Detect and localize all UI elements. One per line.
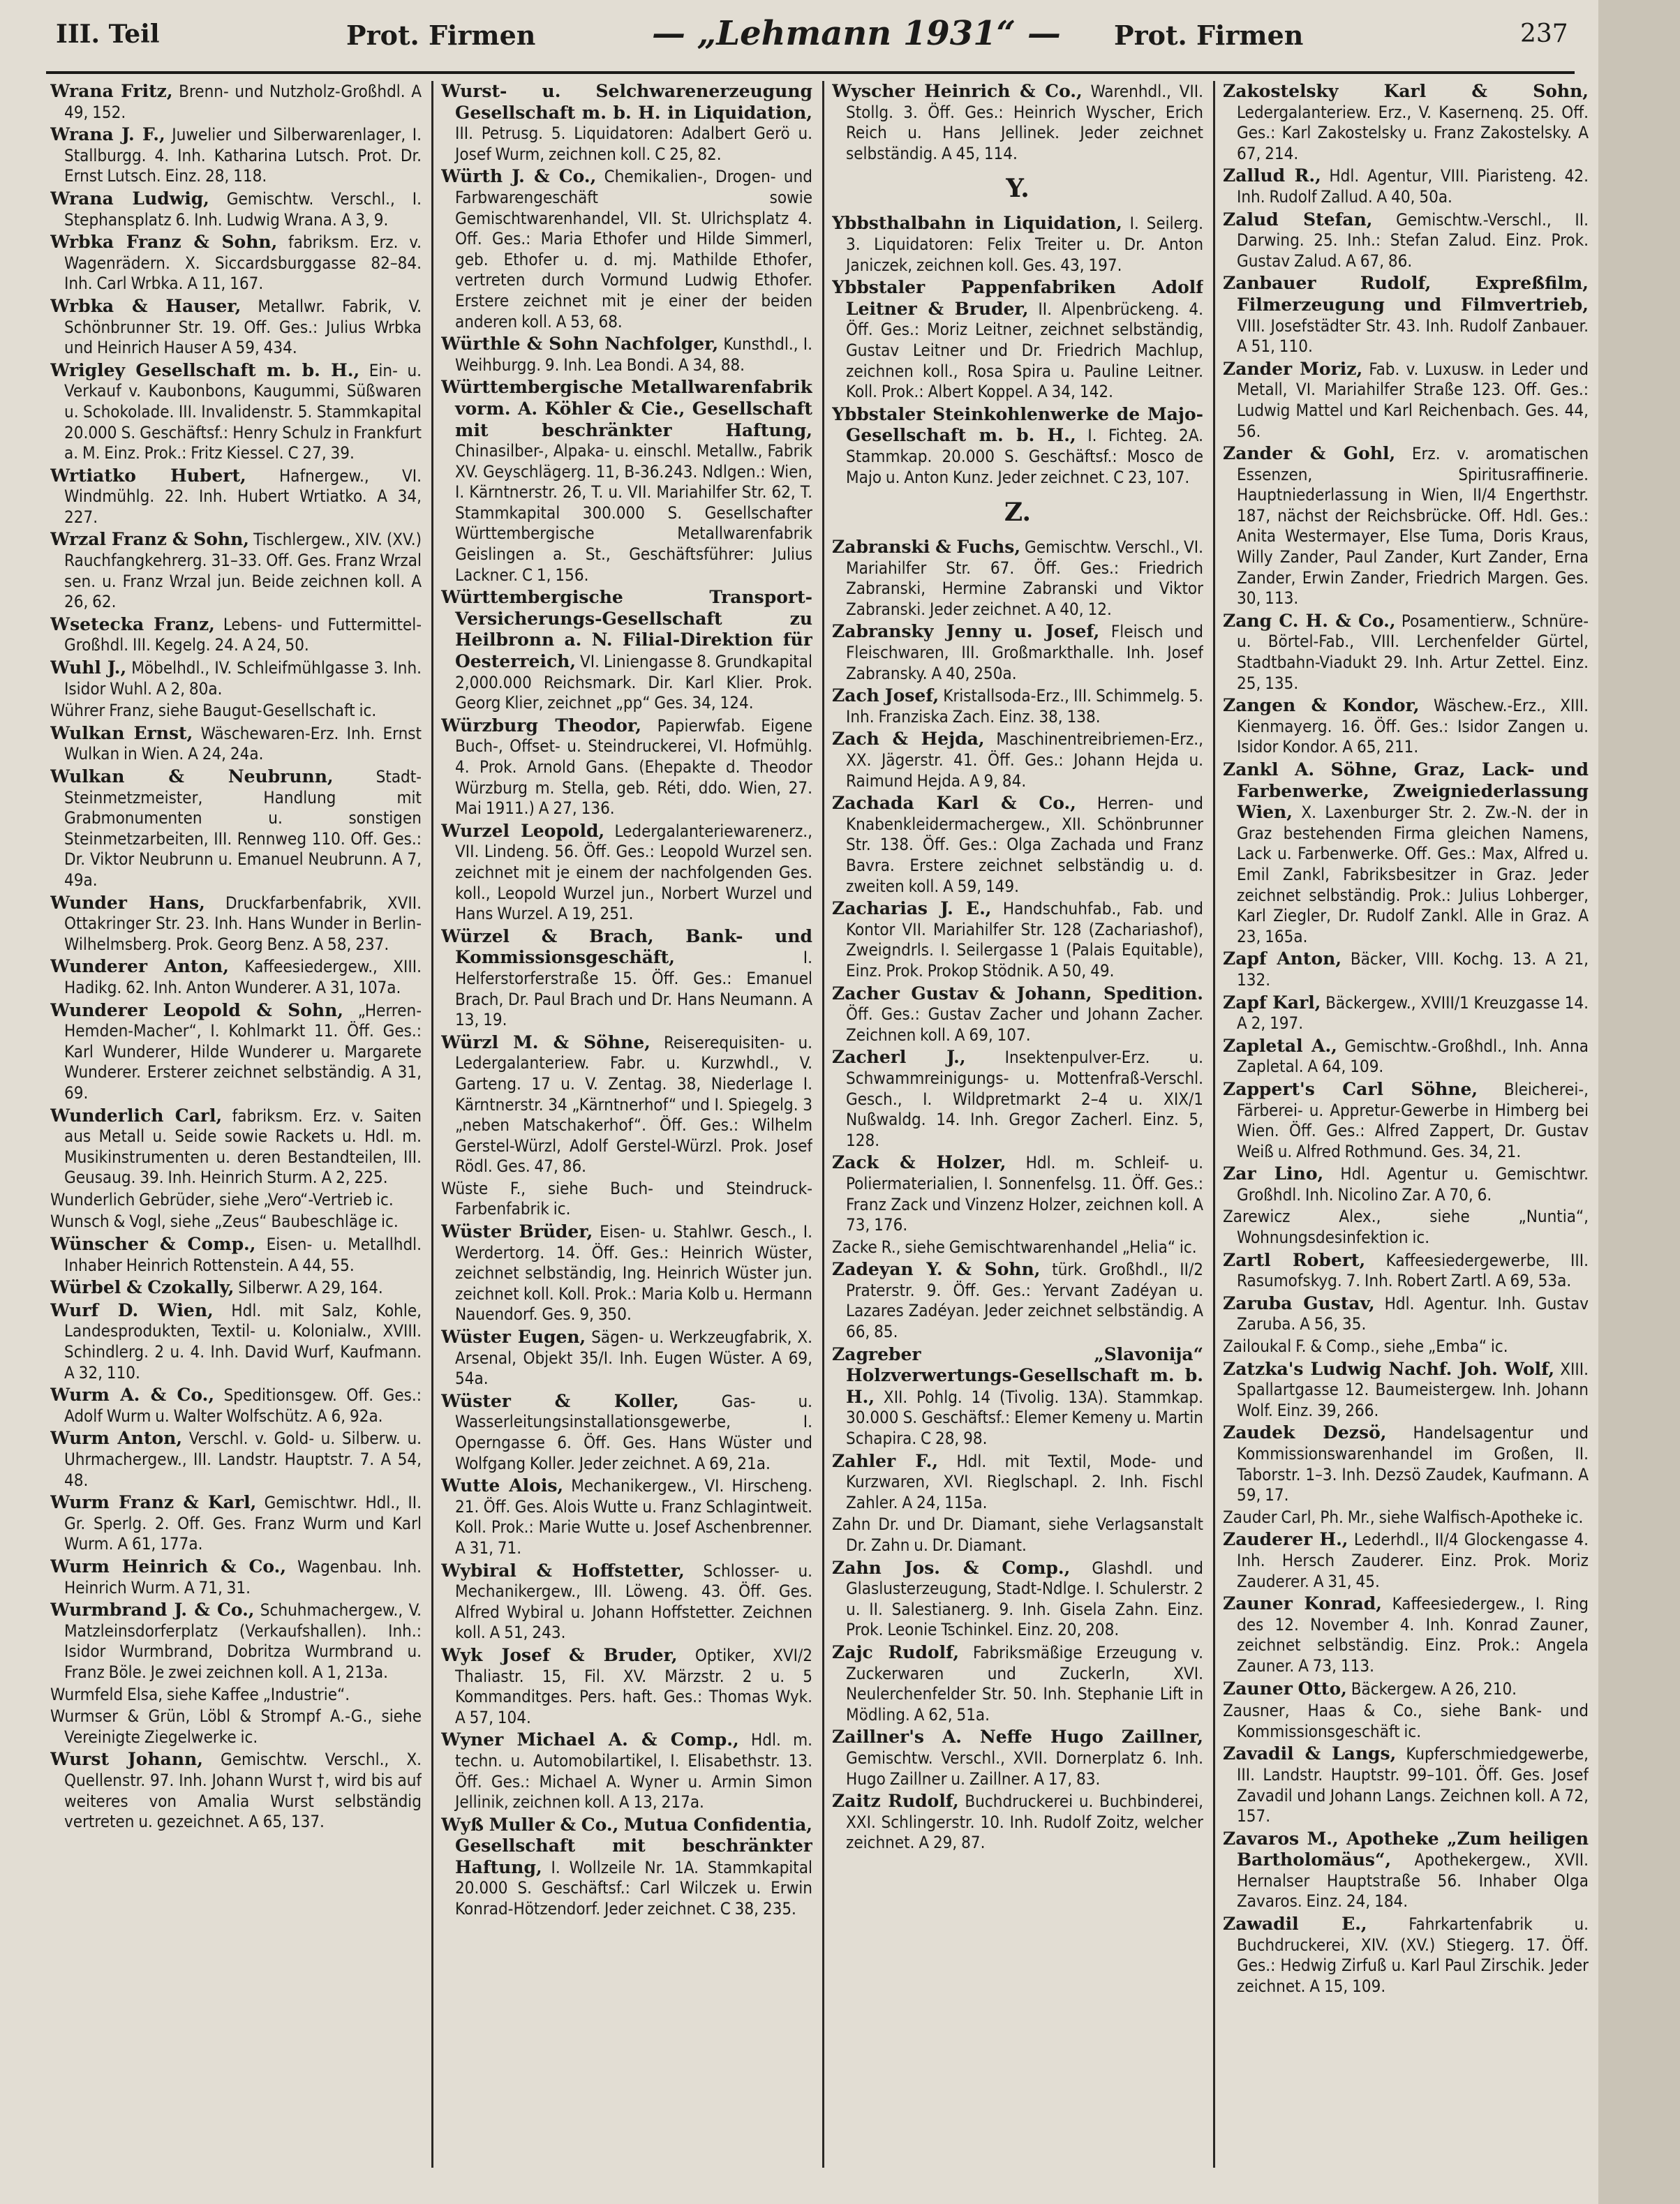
directory-entry (832, 1047, 1203, 1151)
entry-text: Fabriksmäßige Erzeugung v. Zuckerwaren und Zuckerln, XVI. Neulerchenfelder Str. 50. Inh. Stephanie Lift in Mödling. A 62, 51a. (846, 1642, 1203, 1725)
entry-text: VI. Liniengasse 8. Grundkapital 2,000.000 Reichsmark. Dir. Karl Klier. Prok. Georg Klier, zeichnet „pp“ Ges. 34, 124. (455, 652, 812, 713)
entry-text: Gemischtw. Verschl., I. Stephansplatz 6. Inh. Ludwig Wrana. A 3, 9. (64, 188, 422, 230)
firm-name: Würzel & Brach, Bank- und Kommissionsgeschäft, (441, 925, 812, 968)
entry-text: Schuhmachergew., V. Matzleinsdorferplatz (Verkaufshallen). Inh.: Isidor Wurmbrand, Dobritza Wurmbrand u. Franz Böle. Je zwei zeichnen koll. A 1, 213a. (64, 1600, 422, 1682)
entry-text: Wurmfeld Elsa, siehe Kaffee „Industrie“. (50, 1684, 350, 1704)
firm-name: Wrana J. F., (50, 124, 165, 145)
firm-name: Zach & Hejda, (832, 729, 985, 750)
directory-entry (832, 1344, 1203, 1450)
firm-name: Wyner Michael A. & Comp., (441, 1729, 739, 1750)
entry-text: II. Alpenbrückeng. 4. Öff. Ges.: Moriz Leitner, zeichnet selbständig, Gustav Leitner und Dr. Friedrich Machlup, zeichnen koll., Rosa Spira u. Pauline Leitner. Koll. Prok.: Albert Koppel. A 34, 142. (846, 299, 1203, 402)
entry-text: Zarewicz Alex., siehe „Nuntia“, Wohnungsdesinfektion ic. (1223, 1207, 1589, 1248)
firm-name: Würzl M. & Söhne, (441, 1032, 651, 1052)
entry-text: Mechanikergew., VI. Hirscheng. 21. Öff. Ges. Alois Wutte u. Franz Schlagintweit. Koll. Prok.: Marie Wutte u. Josef Aschenbrenner. A 31, 71. (455, 1476, 812, 1558)
entry-text: Verschl. v. Gold- u. Silberw. u. Uhrmachergew., III. Landstr. Hauptstr. 7. A 54, 48. (64, 1429, 422, 1490)
firm-name: Wurzel Leopold, (441, 820, 605, 841)
entry-text: Gemischtw.-Großhdl., Inh. Anna Zapletal. A 64, 109. (1237, 1036, 1589, 1077)
firm-name: Wrtiatko Hubert, (50, 465, 246, 486)
column-4 (1223, 81, 1589, 2175)
directory-entry (1223, 695, 1589, 758)
column-divider (822, 81, 824, 2168)
firm-name: Zahn Jos. & Comp., (832, 1557, 1071, 1578)
directory-entry (1223, 992, 1589, 1034)
firm-name: Zaillner's A. Neffe Hugo Zaillner, (832, 1727, 1203, 1748)
entry-text: Brenn- und Nutzholz-Großhdl. A 49, 152. (64, 82, 422, 122)
directory-entry (441, 587, 812, 714)
firm-name: Zallud R., (1223, 165, 1321, 186)
firm-name: Zakostelsky Karl & Sohn, (1223, 81, 1589, 101)
directory-entry (50, 81, 422, 123)
entry-text: XII. Pohlg. 14 (Tivolig. 13A). Stammkap. 30.000 S. Geschäftsf.: Elemer Kemeny u. Martin Schapira. C 28, 98. (846, 1387, 1203, 1449)
directory-entry (832, 898, 1203, 981)
firm-name: Zach Josef, (832, 685, 939, 706)
firm-name: Ybbsthalbahn in Liquidation, (832, 213, 1122, 234)
directory-entry (441, 1221, 812, 1325)
directory-entry (50, 766, 422, 891)
directory-entry (832, 277, 1203, 403)
entry-text: Hafnergew., VI. Windmühlg. 22. Inh. Hubert Wrtiatko. A 34, 227. (64, 466, 422, 527)
column-divider (1213, 81, 1215, 2168)
directory-entry (50, 1749, 422, 1832)
entry-text: III. Petrusg. 5. Liquidatoren: Adalbert Gerö u. Josef Wurm, zeichnen koll. C 25, 82. (455, 124, 812, 164)
directory-entry (50, 1300, 422, 1383)
directory-entry (1223, 1293, 1589, 1335)
entry-text: Bleicherei-, Färberei- u. Appretur-Gewerbe in Himberg bei Wien. Öff. Ges.: Alfred Zappert, Dr. Gustav Weiß u. Alfred Rothmund. Ges. 34, 21. (1237, 1079, 1589, 1161)
entry-text: Wunsch & Vogl, siehe „Zeus“ Baubeschläge ic. (50, 1212, 399, 1232)
firm-name: Zaruba Gustav, (1223, 1293, 1375, 1313)
entry-text: Glashdl. und Glaslusterzeugung, Stadt-Ndlge. I. Schulerstr. 2 u. II. Salestianerg. 9. Inh. Gisela Zahn. Einz. Prok. Leonie Tschinkel. Einz. 20, 208. (846, 1558, 1203, 1640)
entry-text: Bäcker, VIII. Kochg. 13. A 21, 132. (1237, 949, 1589, 990)
directory-entry (1223, 1036, 1589, 1078)
firm-name: Zanbauer Rudolf, Expreßfilm, Filmerzeugung und Filmvertrieb, (1223, 273, 1589, 315)
entry-text: I. Helferstorferstraße 15. Öff. Ges.: Emanuel Brach, Dr. Paul Brach und Dr. Hans Neumann. A 13, 19. (455, 948, 812, 1030)
directory-entry (1223, 443, 1589, 609)
firm-name: Ybbstaler Pappenfabriken Adolf Leitner & Bruder, (832, 277, 1203, 319)
entry-text: Handschuhfab., Fab. und Kontor VII. Mariahilfer Str. 128 (Zachariashof), Zweigndrls. I. Seilergasse 1 (Palais Equitable), Einz. Prok. Prokop Stödnik. A 50, 49. (846, 899, 1203, 981)
firm-name: Wurm A. & Co., (50, 1385, 215, 1406)
column-divider (431, 81, 433, 2168)
directory-entry (50, 1685, 422, 1706)
entry-text: Wunderlich Gebrüder, siehe „Vero“-Vertrieb ic. (50, 1189, 394, 1209)
directory-entry (1223, 209, 1589, 272)
directory-entry (1223, 1336, 1589, 1357)
directory-entry (1223, 1743, 1589, 1826)
firm-name: Zang C. H. & Co., (1223, 610, 1396, 631)
directory-entry (441, 377, 812, 586)
header-rule (46, 71, 1575, 74)
entry-text: Metallwr. Fabrik, V. Schönbrunner Str. 19. Off. Ges.: Julius Wrbka und Heinrich Hauser A 59, 434. (64, 296, 422, 358)
firm-name: Wyß Muller & Co., Mutua Confidentia, Gesellschaft mit beschränkter Haftung, (441, 1814, 812, 1877)
firm-name: Würbel & Czokally, (50, 1277, 235, 1298)
firm-name: Wrbka Franz & Sohn, (50, 232, 278, 253)
entry-text: türk. Großhdl., II/2 Praterstr. 9. Öff. Ges.: Yervant Zadéyan u. Lazares Zadéyan. Jeder zeichnet selbständig. A 66, 85. (846, 1260, 1203, 1342)
directory-entry (441, 1561, 812, 1644)
firm-name: Würth J. & Co., (441, 166, 597, 187)
entry-text: Zauder Carl, Ph. Mr., siehe Walfisch-Apotheke ic. (1223, 1507, 1584, 1527)
directory-entry (50, 1000, 422, 1104)
entry-text: Juwelier und Silberwarenlager, I. Stallburgg. 4. Inh. Katharina Lutsch. Prot. Dr. Ernst Lutsch. Einz. 28, 118. (64, 125, 422, 186)
directory-entry (1223, 1250, 1589, 1292)
entry-text: Gemischtw. Verschl., VI. Mariahilfer Str. 67. Öff. Ges.: Friedrich Zabranski, Hermine Zabranski und Viktor Zabranski. Jeder zeichnet. A 40, 12. (846, 537, 1203, 619)
entry-text: Kaffeesiedergew., XIII. Hadikg. 62. Inh. Anton Wunderer. A 31, 107a. (64, 957, 422, 997)
directory-entry (50, 723, 422, 765)
entry-text: Sägen- u. Werkzeugfabrik, X. Arsenal, Objekt 35/I. Inh. Eugen Wüster. A 69, 54a. (455, 1327, 812, 1389)
entry-text: „Herren-Hemden-Macher“, I. Kohlmarkt 11. Öff. Ges.: Karl Wunderer, Hilde Wunderer u. Margarete Wunderer. Ersterer zeichnet selbständig. A 31, 69. (64, 1000, 422, 1103)
entry-text: I. Fichteg. 2A. Stammkap. 20.000 S. Geschäftsf.: Mosco de Majo u. Anton Kunz. Jeder zeichnet. C 23, 107. (846, 426, 1203, 487)
firm-name: Wurmbrand J. & Co., (50, 1600, 255, 1621)
firm-name: Württembergische Metallwarenfabrik vorm. A. Köhler & Cie., Gesellschaft mit beschränkter Haftung, (441, 377, 812, 440)
directory-entry (1223, 1507, 1589, 1528)
directory-entry (50, 529, 422, 612)
entry-text: I. Seilerg. 3. Liquidatoren: Felix Treiter u. Dr. Anton Janiczek, zeichnen koll. Ges. 43, 197. (846, 214, 1203, 275)
firm-name: Wrzal Franz & Sohn, (50, 529, 249, 550)
directory-entry (832, 1152, 1203, 1235)
directory-entry (1223, 165, 1589, 207)
directory-entry (832, 1558, 1203, 1641)
firm-name: Wurst Johann, (50, 1749, 203, 1770)
firm-name: Zavaros M., Apotheke „Zum heiligen Bartholomäus“, (1223, 1828, 1589, 1870)
directory-entry (441, 1475, 812, 1558)
directory-entry (50, 1385, 422, 1427)
entry-text: fabriksm. Erz. v. Saiten aus Metall u. Seide sowie Rackets u. Hdl. m. Musikinstrumenten u. deren Bestandteilen, III. Geusaug. 39. Inh. Heinrich Sturm. A 2, 225. (64, 1105, 422, 1188)
firm-name: Zapf Anton, (1223, 948, 1342, 969)
directory-entry (832, 404, 1203, 488)
firm-name: Wrana Ludwig, (50, 188, 209, 209)
directory-entry (832, 1727, 1203, 1789)
entry-text: Öff. Ges.: Gustav Zacher und Johann Zacher. Zeichnen koll. A 69, 107. (846, 1004, 1203, 1045)
running-head-left: Prot. Firmen (346, 20, 536, 51)
section-letter: Z. (1004, 498, 1032, 528)
firm-name: Wurst- u. Selchwarenerzeugung Gesellschaft m. b. H. in Liquidation, (441, 81, 812, 123)
entry-text: Bäckergew., XVIII/1 Kreuzgasse 14. A 2, 197. (1237, 992, 1589, 1034)
directory-entry (50, 657, 422, 699)
page-header (46, 14, 1575, 64)
firm-name: Zajc Rudolf, (832, 1641, 960, 1662)
directory-entry (1223, 81, 1589, 164)
entry-text: Hdl. Agentur u. Gemischtwr. Großhdl. Inh. Nicolino Zar. A 70, 6. (1237, 1164, 1589, 1205)
directory-entry (50, 1492, 422, 1555)
column-3 (832, 81, 1203, 2175)
directory-entry (832, 537, 1203, 620)
firm-name: Zartl Robert, (1223, 1249, 1366, 1270)
entry-text: Optiker, XVI/2 Thaliastr. 15, Fil. XV. Märzstr. 2 u. 5 Kommanditges. Pers. haft. Ges.: Thomas Wyk. A 57, 104. (455, 1645, 812, 1727)
directory-entry (50, 1428, 422, 1491)
directory-entry (832, 1514, 1203, 1556)
firm-name: Zauner Konrad, (1223, 1593, 1382, 1614)
entry-text: Bäckergew. A 26, 210. (1351, 1678, 1517, 1699)
entry-text: Ledergalanteriew. Erz., V. Kasernenq. 25. Off. Ges.: Karl Zakostelsky u. Franz Zakostelsky. A 67, 214. (1237, 102, 1589, 163)
directory-entry (1223, 948, 1589, 990)
directory-entry (50, 124, 422, 187)
firm-name: Zagreber „Slavonija“ Holzverwertungs-Gesellschaft m. b. H., (832, 1343, 1203, 1407)
firm-name: Zankl A. Söhne, Graz, Lack- und Farbenwerke, Zweigniederlassung Wien, (1223, 759, 1589, 823)
entry-text: Apothekergew., XVII. Hernalser Hauptstraße 56. Inhaber Olga Zavaros. Einz. 24, 184. (1237, 1850, 1589, 1912)
directory-entry (50, 701, 422, 722)
firm-name: Zachada Karl & Co., (832, 793, 1076, 814)
directory-entry (441, 1729, 812, 1812)
entry-text: Zailoukal F. & Comp., siehe „Emba“ ic. (1223, 1336, 1508, 1357)
entry-text: Kunsthdl., I. Weihburgg. 9. Inh. Lea Bondi. A 34, 88. (455, 334, 812, 375)
directory-entry (1223, 1359, 1589, 1422)
directory-entry (441, 1645, 812, 1728)
directory-entry (50, 188, 422, 230)
directory-entry (441, 166, 812, 332)
entry-text: Wurmser & Grün, Löbl & Strompf A.-G., siehe Vereinigte Ziegelwerke ic. (50, 1706, 422, 1747)
entry-text: Gemischtw.-Verschl., II. Darwing. 25. Inh.: Stefan Zalud. Einz. Prok. Gustav Zalud. A 67, 86. (1237, 209, 1589, 271)
directory-entry (441, 334, 812, 375)
entry-text: Tischlergew., XIV. (XV.) Rauchfangkehrerg. 31–33. Off. Ges. Franz Wrzal sen. u. Franz Wrzal jun. Beide zeichnen koll. A 26, 62. (64, 530, 422, 612)
entry-text: Papierwfab. Eigene Buch-, Offset- u. Steindruckerei, VI. Hofmühlg. 4. Prok. Arnold Gans. (Ehepakte d. Theodor Würzburg m. Stella, geb. Réti, ddo. Wien, 27. Mai 1911.) A 27, 136. (455, 715, 812, 819)
firm-name: Wunder Hans, (50, 892, 205, 913)
directory-entry (50, 1556, 422, 1598)
entry-text: Reiserequisiten- u. Ledergalanteriew. Fabr. u. Kurzwhdl., V. Garteng. 17 u. V. Zentag. 38, Niederlage I. Kärntnerstr. 34 „Kärntnerhof“ und I. Spiegelg. 3 „neben Matschakerhof“. Öff. Ges.: Wilhelm Gerstel-Würzl, Adolf Gerstel-Würzl. Prok. Josef Rödl. Ges. 47, 86. (455, 1032, 812, 1177)
directory-entry (50, 956, 422, 998)
directory-entry (1223, 359, 1589, 442)
firm-name: Zander Moriz, (1223, 358, 1363, 379)
entry-text: Wäschewaren-Erz. Inh. Ernst Wulkan in Wien. A 24, 24a. (64, 723, 422, 764)
firm-name: Zaudek Dezsö, (1223, 1422, 1387, 1443)
directory-entry (50, 466, 422, 528)
directory-entry (441, 1327, 812, 1390)
firm-name: Zadeyan Y. & Sohn, (832, 1259, 1041, 1280)
firm-name: Württembergische Transport-Versicherungs-Gesellschaft zu Heilbronn a. N. Filial-Direktion für Oesterreich, (441, 587, 812, 672)
directory-entry (441, 1179, 812, 1220)
directory-entry (832, 685, 1203, 727)
firm-name: Zauner Otto, (1223, 1678, 1347, 1699)
firm-name: Zappert's Carl Söhne, (1223, 1078, 1478, 1099)
firm-name: Wunderer Leopold & Sohn, (50, 999, 343, 1020)
firm-name: Wrana Fritz, (50, 81, 173, 101)
firm-name: Zack & Holzer, (832, 1152, 1006, 1173)
entry-text: VIII. Josefstädter Str. 43. Inh. Rudolf Zanbauer. A 51, 110. (1237, 315, 1589, 357)
directory-entry (441, 821, 812, 925)
firm-name: Zacharias J. E., (832, 898, 992, 919)
firm-name: Wyk Josef & Bruder, (441, 1644, 678, 1665)
firm-name: Zauderer H., (1223, 1529, 1348, 1550)
directory-entry (50, 1706, 422, 1748)
directory-entry (50, 1277, 422, 1299)
entry-text: Zahn Dr. und Dr. Diamant, siehe Verlagsanstalt Dr. Zahn u. Dr. Diamant. (832, 1514, 1203, 1555)
entry-text: Druckfarbenfabrik, XVII. Ottakringer Str. 23. Inh. Hans Wunder in Berlin-Wilhelmsberg. Prok. Georg Benz. A 58, 237. (64, 893, 422, 954)
entry-text: Wagenbau. Inh. Heinrich Wurm. A 71, 31. (64, 1556, 422, 1598)
entry-text: Gemischtw. Verschl., XVII. Dornerplatz 6. Inh. Hugo Zaillner u. Zaillner. A 17, 83. (846, 1748, 1203, 1789)
column-2 (441, 81, 812, 2175)
firm-name: Wüster Eugen, (441, 1327, 586, 1348)
directory-entry (832, 1791, 1203, 1854)
directory-entry (50, 614, 422, 656)
firm-name: Zacher Gustav & Johann, Spedition. (832, 983, 1203, 1004)
entry-text: fabriksm. Erz. v. Wagenrädern. X. Siccardsburggasse 82–84. Inh. Carl Wrbka. A 11, 167. (64, 232, 422, 294)
directory-entry (832, 621, 1203, 684)
directory-entry (50, 1600, 422, 1683)
entry-text: Schlosser- u. Mechanikergew., III. Löweng. 43. Öff. Ges. Alfred Wybiral u. Johann Hoffstetter. Zeichnen koll. A 51, 243. (455, 1561, 812, 1643)
directory-entry (50, 1190, 422, 1211)
entry-text: Kaffeesiedergewerbe, III. Rasumofskyg. 7. Inh. Robert Zartl. A 69, 53a. (1237, 1250, 1589, 1291)
firm-name: Wulkan & Neubrunn, (50, 766, 334, 787)
firm-name: Zahler F., (832, 1450, 939, 1471)
firm-name: Zapletal A., (1223, 1035, 1337, 1056)
directory-entry (441, 1032, 812, 1177)
firm-name: Zacherl J., (832, 1047, 966, 1068)
firm-name: Zangen & Kondor, (1223, 695, 1420, 716)
entry-text: Hdl. Agentur, VIII. Piaristeng. 42. Inh. Rudolf Zallud. A 40, 50a. (1237, 166, 1589, 207)
entry-text: Hdl. mit Textil, Mode- und Kurzwaren, XVI. Rieglschapl. 2. Inh. Fischl Zahler. A 24, 115a. (846, 1451, 1203, 1512)
entry-text: Speditionsgew. Off. Ges.: Adolf Wurm u. Walter Wolfschütz. A 6, 92a. (64, 1385, 422, 1426)
part-label: III. Teil (56, 20, 160, 49)
firm-name: Wurf D. Wien, (50, 1300, 214, 1320)
directory-entry (1223, 1163, 1589, 1205)
directory-entry (1223, 1529, 1589, 1592)
directory-entry (50, 1234, 422, 1276)
page-edge (1598, 0, 1680, 2204)
directory-entry (441, 81, 812, 165)
firm-name: Wunderlich Carl, (50, 1105, 223, 1126)
entry-text: Ein- u. Verkauf v. Kaubonbons, Kaugummi, Süßwaren u. Schokolade. III. Invalidenstr. 5. Stammkapital 20.000 S. Geschäftsf.: Henry Schulz in Frankfurt a. M. Einz. Prok.: Fritz Kiessel. C 27, 39. (64, 360, 422, 463)
entry-text: Buchdruckerei u. Buchbinderei, XXI. Schlingerstr. 10. Inh. Rudolf Zoitz, welcher zeichnet. A 29, 87. (846, 1792, 1203, 1853)
directory-entry (832, 1259, 1203, 1342)
firm-name: Zatzka's Ludwig Nachf. Joh. Wolf, (1223, 1358, 1555, 1379)
directory-entry (832, 1451, 1203, 1514)
directory-entry (50, 360, 422, 464)
entry-text: I. Wollzeile Nr. 1A. Stammkapital 20.000 S. Geschäftsf.: Carl Wilczek u. Erwin Konrad-Hötzendorf. Jeder zeichnet. C 38, 235. (455, 1857, 812, 1919)
directory-entry (1223, 759, 1589, 947)
entry-text: Fahrkartenfabrik u. Buchdruckerei, XIV. (XV.) Stiegerg. 17. Öff. Ges.: Hedwig Zirfuß u. Karl Paul Zirschik. Jeder zeichnet. A 15, 109. (1237, 1914, 1589, 1996)
firm-name: Wyscher Heinrich & Co., (832, 81, 1083, 101)
entry-text: Silberwr. A 29, 164. (238, 1278, 383, 1298)
entry-text: Kupferschmiedgewerbe, III. Landstr. Hauptstr. 99–101. Öff. Ges. Josef Zavadil und Johann Langs. Zeichnen koll. A 72, 157. (1237, 1744, 1589, 1826)
entry-text: Insektenpulver-Erz. u. Schwammreinigungs- u. Mottenfraß-Verschl. Gesch., I. Wildpretmarkt 2–4 u. XIX/1 Nußwaldg. 14. Inh. Gregor Zacherl. Einz. 5, 128. (846, 1048, 1203, 1150)
directory-entry (50, 296, 422, 359)
firm-name: Wüster & Koller, (441, 1390, 679, 1411)
firm-name: Wünscher & Comp., (50, 1234, 256, 1255)
entry-text: Ledergalanteriewarenerz., VII. Lindeng. 56. Öff. Ges.: Leopold Wurzel sen. zeichnet mit je einem der nachfolgenden Ges. koll., Leopold Wurzel jun., Norbert Wurzel und Hans Wurzel. A 19, 251. (455, 821, 812, 924)
directory-entry (832, 793, 1203, 897)
firm-name: Wutte Alois, (441, 1475, 564, 1496)
entry-text: Gemischtw. Verschl., X. Quellenstr. 97. Inh. Johann Wurst †, wird bis auf weiteres von Amalia Wurst selbständig vertreten u. gezeichnet. A 65, 137. (64, 1750, 422, 1832)
firm-name: Zabransky Jenny u. Josef, (832, 621, 1100, 642)
entry-text: Kristallsoda-Erz., III. Schimmelg. 5. Inh. Franziska Zach. Einz. 38, 138. (846, 686, 1203, 727)
entry-text: Erz. v. aromatischen Essenzen, Spiritusraffinerie. Hauptniederlassung in Wien, II/4 Engerthstr. 187, nächst der Reichsbrücke. Off. Hdl. Ges.: Anita Westermayer, Else Tuma, Doris Kraus, Willy Zander, Paul Zander, Kurt Zander, Erna Zander, Erwin Zander, Friedrich Margen. Ges. 30, 113. (1237, 444, 1589, 609)
firm-name: Zander & Gohl, (1223, 443, 1396, 464)
entry-text: Fleisch und Fleischwaren, III. Großmarkthalle. Inh. Josef Zabransky. A 40, 250a. (846, 622, 1203, 683)
firm-name: Zavadil & Langs, (1223, 1743, 1397, 1764)
directory-entry (832, 983, 1203, 1046)
entry-text: Zacke R., siehe Gemischtwarenhandel „Helia“ ic. (832, 1237, 1197, 1257)
firm-name: Wulkan Ernst, (50, 722, 193, 743)
directory-entry (1223, 1914, 1589, 1997)
running-head-title: — „Lehmann 1931“ — (652, 14, 1061, 53)
entry-text: Hdl. mit Salz, Kohle, Landesprodukten, Textil- u. Kolonialw., XVIII. Schindlerg. 2 u. 4. Inh. David Wurf, Kaufmann. A 32, 110. (64, 1300, 422, 1383)
directory-entry (832, 81, 1203, 164)
entry-text: Hdl. m. Schleif- u. Poliermaterialien, I. Sonnenfelsg. 11. Öff. Ges.: Franz Zack und Vinzenz Holzer, zeichnen koll. A 73, 176. (846, 1153, 1203, 1235)
entry-text: Gas- u. Wasserleitungsinstallationsgewerbe, I. Operngasse 6. Öff. Ges. Hans Wüster und Wolfgang Koller. Jeder zeichnet. A 69, 21a. (455, 1391, 812, 1473)
firm-name: Wrigley Gesellschaft m. b. H., (50, 359, 360, 380)
directory-entry (441, 1815, 812, 1920)
entry-text: Lebens- und Futtermittel-Großhdl. III. Kegelg. 24. A 24, 50. (64, 614, 422, 655)
entry-text: Lederhdl., II/4 Glockengasse 4. Inh. Hersch Zauderer. Einz. Prok. Moriz Zauderer. A 31, 45. (1237, 1530, 1589, 1591)
directory-entry (441, 926, 812, 1031)
section-letter: Y. (1006, 174, 1029, 204)
firm-name: Wurm Heinrich & Co., (50, 1556, 287, 1577)
entry-text: X. Laxenburger Str. 2. Zw.-N. der in Graz bestehenden Firma gleichen Namens, Lack u. Farbenwerke. Off. Ges.: Max, Alfred u. Emil Zankl, Fabriksbesitzer in Graz. Jeder zeichnet selbständig. Prok.: Julius Lohberger, Karl Ziegler, Dr. Rudolf Zankl. Alle in Graz. A 23, 165a. (1237, 803, 1589, 946)
firm-name: Zabranski & Fuchs, (832, 537, 1021, 558)
directory-entry (832, 1642, 1203, 1725)
page-number: 237 (1520, 20, 1568, 48)
firm-name: Wurm Franz & Karl, (50, 1492, 257, 1513)
directory-entry (1223, 1701, 1589, 1742)
entry-text: Stadt-Steinmetzmeister, Handlung mit Grabmonumenten u. sonstigen Steinmetzarbeiten, III. Rennweg 110. Off. Ges.: Dr. Viktor Neubrunn u. Emanuel Neubrunn. A 7, 49a. (64, 767, 422, 890)
entry-text: Wührer Franz, siehe Baugut-Gesellschaft ic. (50, 701, 377, 721)
entry-text: Warenhdl., VII. Stollg. 3. Öff. Ges.: Heinrich Wyscher, Erich Reich u. Hans Jellinek. Jeder zeichnet selbständig. A 45, 114. (846, 82, 1203, 163)
firm-name: Zapf Karl, (1223, 992, 1321, 1013)
entry-text: Hdl. Agentur. Inh. Gustav Zaruba. A 56, 35. (1237, 1293, 1589, 1334)
directory-entry (1223, 273, 1589, 357)
entry-text: Zausner, Haas & Co., siehe Bank- und Kommissionsgeschäft ic. (1223, 1701, 1589, 1741)
entry-text: Kaffeesiedergew., I. Ring des 12. November 4. Inh. Konrad Zauner, zeichnet selbständig. Einz. Prok.: Angela Zauner. A 73, 113. (1237, 1594, 1589, 1676)
directory-entry (832, 729, 1203, 791)
entry-text: Hdl. m. techn. u. Automobilartikel, I. Elisabethstr. 13. Öff. Ges.: Michael A. Wyner u. Armin Simon Jellinik, zeichnen koll. A 13, 217a. (455, 1730, 812, 1812)
entry-text: Handelsagentur und Kommissionswarenhandel im Großen, II. Taborstr. 1–3. Inh. Dezsö Zaudek, Kaufmann. A 59, 17. (1237, 1423, 1589, 1505)
directory-entry (50, 893, 422, 955)
firm-name: Würthle & Sohn Nachfolger, (441, 334, 719, 355)
entry-text: Herren- und Knabenkleidermachergew., XII. Schönbrunner Str. 138. Öff. Ges.: Olga Zachada und Franz Bavra. Erstere zeichnet selbständig u. d. zweiten koll. A 59, 149. (846, 794, 1203, 896)
entry-text: Möbelhdl., IV. Schleifmühlgasse 3. Inh. Isidor Wuhl. A 2, 80a. (64, 658, 422, 699)
directory-entry (1223, 1829, 1589, 1912)
firm-name: Zaitz Rudolf, (832, 1791, 959, 1812)
directory-entry (441, 1391, 812, 1474)
directory-entry (1223, 611, 1589, 694)
firm-name: Wsetecka Franz, (50, 613, 215, 634)
firm-name: Zar Lino, (1223, 1163, 1324, 1184)
entry-text: Eisen- u. Metallhdl. Inhaber Heinrich Rottenstein. A 44, 55. (64, 1235, 422, 1275)
firm-name: Wurm Anton, (50, 1428, 183, 1449)
directory-entry (1223, 1422, 1589, 1505)
firm-name: Wunderer Anton, (50, 956, 229, 977)
firm-name: Würzburg Theodor, (441, 715, 641, 736)
entry-text: Wüste F., siehe Buch- und Steindruck-Farbenfabrik ic. (441, 1178, 812, 1219)
entry-text: Gemischtwr. Hdl., II. Gr. Sperlg. 2. Off. Ges. Franz Wurm und Karl Wurm. A 61, 177a. (64, 1493, 422, 1554)
firm-name: Zawadil E., (1223, 1914, 1367, 1935)
firm-name: Wüster Brüder, (441, 1221, 593, 1242)
firm-name: Ybbstaler Steinkohlenwerke de Majo-Gesellschaft m. b. H., (832, 403, 1203, 446)
directory-entry (50, 1105, 422, 1189)
entry-text: Maschinentreibriemen-Erz., XX. Jägerstr. 41. Öff. Ges.: Johann Hejda u. Raimund Hejda. A 9, 84. (846, 729, 1203, 791)
entry-text: Chemikalien-, Drogen- und Farbwarengeschäft sowie Gemischtwarenhandel, VII. St. Ulrichsplatz 4. Off. Ges.: Maria Ethofer und Hilde Simmerl, geb. Ethofer u. d. mj. Mathilde Ethofer, vertreten durch Vormund Ludwig Ethofer. Erstere zeichnet mit je einer der beiden anderen koll. A 53, 68. (455, 167, 812, 332)
entry-text: Posamentierw., Schnüre- u. Börtel-Fab., VIII. Lerchenfelder Gürtel, Stadtbahn-Viadukt 29. Inh. Artur Zettel. Einz. 25, 135. (1237, 611, 1589, 693)
entry-text: Fab. v. Luxusw. in Leder und Metall, VI. Mariahilfer Straße 123. Off. Ges.: Ludwig Mattel und Karl Reichenbach. Ges. 44, 56. (1237, 359, 1589, 441)
entry-text: Chinasilber-, Alpaka- u. einschl. Metallw., Fabrik XV. Geyschlägerg. 11, B-36.243. Ndlgen.: Wien, I. Kärntnerstr. 26, T. u. VII. Mariahilfer Str. 62, T. Stammkapital 300.000 S. Gesellschafter Württembergische Metallwarenfabrik Geislingen a. St., Geschäftsführer: Julius Lackner. C 1, 156. (455, 441, 812, 585)
firm-name: Wuhl J., (50, 657, 127, 678)
directory-entry (50, 232, 422, 295)
directory-entry (832, 213, 1203, 276)
directory-entry (50, 1212, 422, 1233)
entry-text: Eisen- u. Stahlwr. Gesch., I. Werdertorg. 14. Öff. Ges.: Heinrich Wüster, zeichnet selbständig, Ing. Heinrich Wüster jun. zeichnet koll. Koll. Prok.: Maria Kolb u. Hermann Nauendorf. Ges. 9, 350. (455, 1222, 812, 1325)
directory-entry (1223, 1207, 1589, 1248)
directory-entry (1223, 1678, 1589, 1700)
entry-text: Wäschew.-Erz., XIII. Kienmayerg. 16. Öff. Ges.: Isidor Zangen u. Isidor Kondor. A 65, 211. (1237, 696, 1589, 757)
column-1 (50, 81, 422, 2175)
firm-name: Wrbka & Hauser, (50, 295, 241, 316)
directory-entry (1223, 1593, 1589, 1676)
directory-entry (1223, 1079, 1589, 1162)
entry-text: XIII. Spallartgasse 12. Baumeistergew. Inh. Johann Wolf. Einz. 39, 266. (1237, 1359, 1589, 1420)
firm-name: Zalud Stefan, (1223, 209, 1373, 230)
running-head-right: Prot. Firmen (1114, 20, 1304, 51)
directory-entry (832, 1237, 1203, 1258)
directory-entry (441, 715, 812, 819)
firm-name: Wybiral & Hoffstetter, (441, 1560, 685, 1581)
